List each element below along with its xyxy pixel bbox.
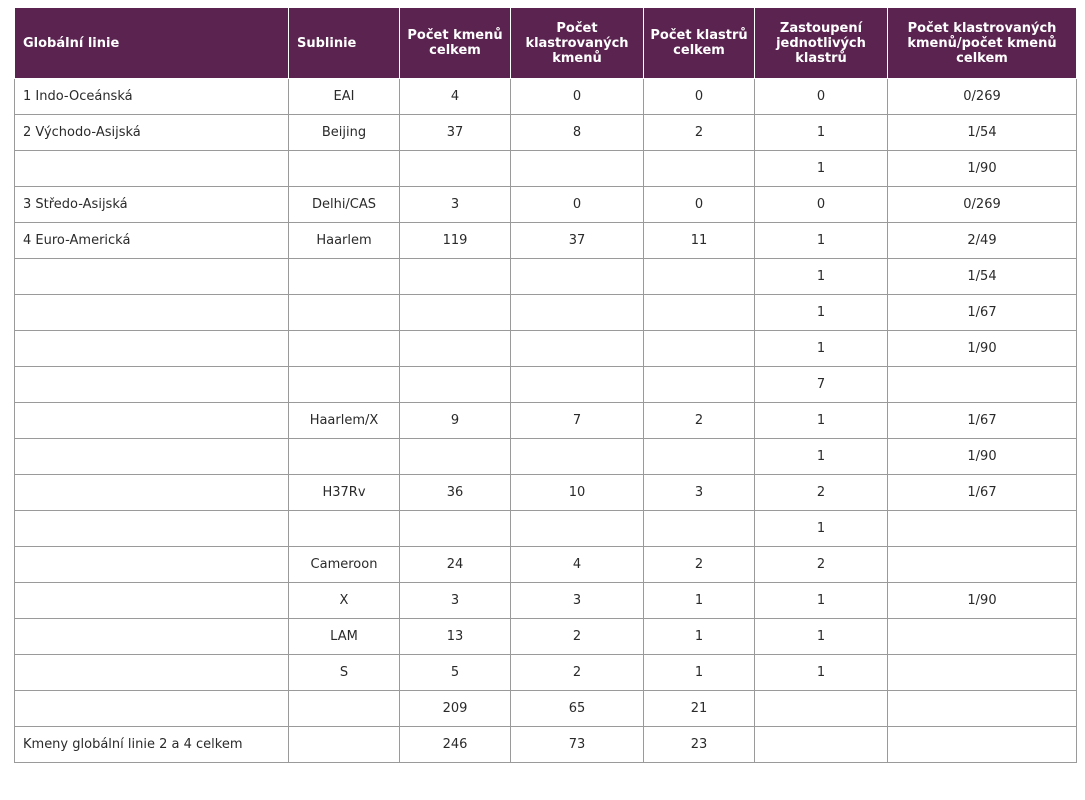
cell-sublineage: Haarlem: [289, 223, 400, 259]
cell-cluster-representation: [755, 727, 888, 763]
table-row: [15, 367, 1077, 403]
header-clustered-strains: Počet klastrovaných kmenů: [511, 8, 644, 79]
table-row: [15, 727, 1077, 763]
cell-total-clusters: 1: [644, 583, 755, 619]
cell-cluster-representation: 1: [755, 295, 888, 331]
table-row: [15, 223, 1077, 259]
cell-clustered-strains: 0: [511, 79, 644, 115]
cell-clustered-ratio: [888, 547, 1077, 583]
cell-cluster-representation: 1: [755, 223, 888, 259]
cell-total-clusters: [644, 439, 755, 475]
cell-clustered-ratio: [888, 691, 1077, 727]
cell-clustered-ratio: 1/67: [888, 475, 1077, 511]
cell-sublineage: [289, 511, 400, 547]
cell-clustered-ratio: 0/269: [888, 79, 1077, 115]
cell-total-strains: [400, 295, 511, 331]
header-sublineage: Sublinie: [289, 8, 400, 79]
table-row: [15, 619, 1077, 655]
cell-sublineage: Cameroon: [289, 547, 400, 583]
cell-clustered-strains: [511, 331, 644, 367]
table-row: [15, 655, 1077, 691]
cell-cluster-representation: 2: [755, 547, 888, 583]
cell-sublineage: [289, 727, 400, 763]
cell-clustered-ratio: [888, 655, 1077, 691]
cell-clustered-ratio: 1/90: [888, 151, 1077, 187]
cell-clustered-strains: 8: [511, 115, 644, 151]
cell-cluster-representation: 1: [755, 331, 888, 367]
cell-total-strains: [400, 331, 511, 367]
cell-sublineage: [289, 691, 400, 727]
cell-clustered-strains: [511, 367, 644, 403]
cell-global-lineage: 4 Euro-Americká: [15, 223, 289, 259]
cell-global-lineage: [15, 403, 289, 439]
cell-sublineage: X: [289, 583, 400, 619]
cell-cluster-representation: [755, 691, 888, 727]
cell-total-strains: [400, 439, 511, 475]
cell-total-clusters: [644, 151, 755, 187]
header-total-strains: Počet kmenů celkem: [400, 8, 511, 79]
cell-clustered-ratio: 1/90: [888, 439, 1077, 475]
cell-total-clusters: 3: [644, 475, 755, 511]
table-row: [15, 475, 1077, 511]
table-row: [15, 403, 1077, 439]
cell-total-strains: [400, 259, 511, 295]
cell-total-clusters: 2: [644, 115, 755, 151]
cell-total-clusters: 11: [644, 223, 755, 259]
cell-sublineage: [289, 331, 400, 367]
cell-clustered-strains: 2: [511, 619, 644, 655]
cell-total-strains: [400, 367, 511, 403]
cell-total-strains: 9: [400, 403, 511, 439]
table-row: [15, 115, 1077, 151]
cell-total-strains: [400, 511, 511, 547]
cell-total-strains: 3: [400, 583, 511, 619]
cell-global-lineage: 1 Indo-Oceánská: [15, 79, 289, 115]
table-container: [14, 7, 1077, 763]
cell-total-clusters: 0: [644, 187, 755, 223]
cell-clustered-ratio: 1/67: [888, 295, 1077, 331]
cell-total-clusters: [644, 367, 755, 403]
cell-clustered-ratio: [888, 367, 1077, 403]
cell-sublineage: LAM: [289, 619, 400, 655]
cell-total-strains: [400, 151, 511, 187]
cell-clustered-strains: [511, 511, 644, 547]
cell-clustered-strains: [511, 439, 644, 475]
cell-total-clusters: 1: [644, 619, 755, 655]
cell-total-clusters: 0: [644, 79, 755, 115]
cell-global-lineage: [15, 151, 289, 187]
cell-cluster-representation: 2: [755, 475, 888, 511]
cell-sublineage: [289, 295, 400, 331]
cell-cluster-representation: 1: [755, 403, 888, 439]
cell-cluster-representation: 0: [755, 79, 888, 115]
cell-global-lineage: [15, 259, 289, 295]
cell-sublineage: [289, 367, 400, 403]
cell-clustered-strains: 2: [511, 655, 644, 691]
table-body: [15, 79, 1077, 763]
cell-global-lineage: [15, 619, 289, 655]
header-clustered-ratio: Počet klastrovaných kmenů/počet kmenů celkem: [888, 8, 1077, 79]
table-row: [15, 547, 1077, 583]
cell-total-strains: 37: [400, 115, 511, 151]
cell-clustered-ratio: 0/269: [888, 187, 1077, 223]
table-row: [15, 583, 1077, 619]
cell-clustered-strains: 37: [511, 223, 644, 259]
cell-clustered-ratio: 1/90: [888, 331, 1077, 367]
cell-total-strains: 5: [400, 655, 511, 691]
cell-total-strains: 36: [400, 475, 511, 511]
cell-sublineage: EAI: [289, 79, 400, 115]
cell-clustered-strains: 0: [511, 187, 644, 223]
cell-cluster-representation: 1: [755, 619, 888, 655]
table-row: [15, 511, 1077, 547]
cell-total-clusters: [644, 259, 755, 295]
cell-cluster-representation: 7: [755, 367, 888, 403]
cell-cluster-representation: 1: [755, 439, 888, 475]
cell-total-strains: 13: [400, 619, 511, 655]
cell-total-strains: 209: [400, 691, 511, 727]
cell-cluster-representation: 1: [755, 259, 888, 295]
header-global-lineage: Globální linie: [15, 8, 289, 79]
cell-clustered-ratio: 2/49: [888, 223, 1077, 259]
cell-total-clusters: 23: [644, 727, 755, 763]
cell-clustered-ratio: 1/54: [888, 259, 1077, 295]
cell-global-lineage: 2 Východo-Asijská: [15, 115, 289, 151]
cell-cluster-representation: 1: [755, 655, 888, 691]
cell-global-lineage: [15, 295, 289, 331]
cell-total-strains: 246: [400, 727, 511, 763]
cell-sublineage: S: [289, 655, 400, 691]
header-row: [15, 8, 1077, 79]
cell-global-lineage: [15, 439, 289, 475]
cell-clustered-ratio: [888, 511, 1077, 547]
cell-total-clusters: 1: [644, 655, 755, 691]
cell-clustered-strains: 73: [511, 727, 644, 763]
table-row: [15, 187, 1077, 223]
cell-global-lineage: 3 Středo-Asijská: [15, 187, 289, 223]
cell-total-clusters: 2: [644, 547, 755, 583]
lineage-cluster-table: [14, 7, 1077, 763]
table-row: [15, 439, 1077, 475]
cell-total-clusters: [644, 331, 755, 367]
cell-clustered-strains: 3: [511, 583, 644, 619]
cell-clustered-ratio: [888, 619, 1077, 655]
cell-total-clusters: 2: [644, 403, 755, 439]
cell-global-lineage: [15, 511, 289, 547]
cell-global-lineage: [15, 547, 289, 583]
cell-clustered-strains: 10: [511, 475, 644, 511]
cell-clustered-ratio: 1/54: [888, 115, 1077, 151]
cell-sublineage: [289, 151, 400, 187]
cell-total-clusters: [644, 295, 755, 331]
cell-clustered-strains: 4: [511, 547, 644, 583]
cell-sublineage: Delhi/CAS: [289, 187, 400, 223]
table-row: [15, 79, 1077, 115]
table-row: [15, 295, 1077, 331]
table-row: [15, 151, 1077, 187]
cell-clustered-strains: [511, 295, 644, 331]
cell-sublineage: [289, 259, 400, 295]
cell-global-lineage: [15, 475, 289, 511]
cell-sublineage: [289, 439, 400, 475]
cell-cluster-representation: 1: [755, 151, 888, 187]
cell-cluster-representation: 1: [755, 115, 888, 151]
cell-sublineage: Beijing: [289, 115, 400, 151]
cell-clustered-strains: 7: [511, 403, 644, 439]
cell-clustered-ratio: 1/90: [888, 583, 1077, 619]
cell-total-strains: 4: [400, 79, 511, 115]
cell-cluster-representation: 0: [755, 187, 888, 223]
header-total-clusters: Počet klastrů celkem: [644, 8, 755, 79]
cell-total-clusters: 21: [644, 691, 755, 727]
cell-clustered-ratio: [888, 727, 1077, 763]
header-cluster-representation: Zastoupení jednotlivých klastrů: [755, 8, 888, 79]
cell-clustered-strains: 65: [511, 691, 644, 727]
table-row: [15, 259, 1077, 295]
cell-clustered-ratio: 1/67: [888, 403, 1077, 439]
cell-total-strains: 119: [400, 223, 511, 259]
cell-global-lineage: [15, 331, 289, 367]
cell-global-lineage: [15, 367, 289, 403]
table-row: [15, 331, 1077, 367]
cell-sublineage: H37Rv: [289, 475, 400, 511]
table-header: [15, 8, 1077, 79]
cell-cluster-representation: 1: [755, 511, 888, 547]
cell-clustered-strains: [511, 151, 644, 187]
cell-global-lineage: Kmeny globální linie 2 a 4 celkem: [15, 727, 289, 763]
cell-cluster-representation: 1: [755, 583, 888, 619]
cell-total-strains: 24: [400, 547, 511, 583]
cell-global-lineage: [15, 655, 289, 691]
cell-global-lineage: [15, 583, 289, 619]
cell-total-clusters: [644, 511, 755, 547]
table-row: [15, 691, 1077, 727]
cell-clustered-strains: [511, 259, 644, 295]
cell-total-strains: 3: [400, 187, 511, 223]
cell-sublineage: Haarlem/X: [289, 403, 400, 439]
cell-global-lineage: [15, 691, 289, 727]
